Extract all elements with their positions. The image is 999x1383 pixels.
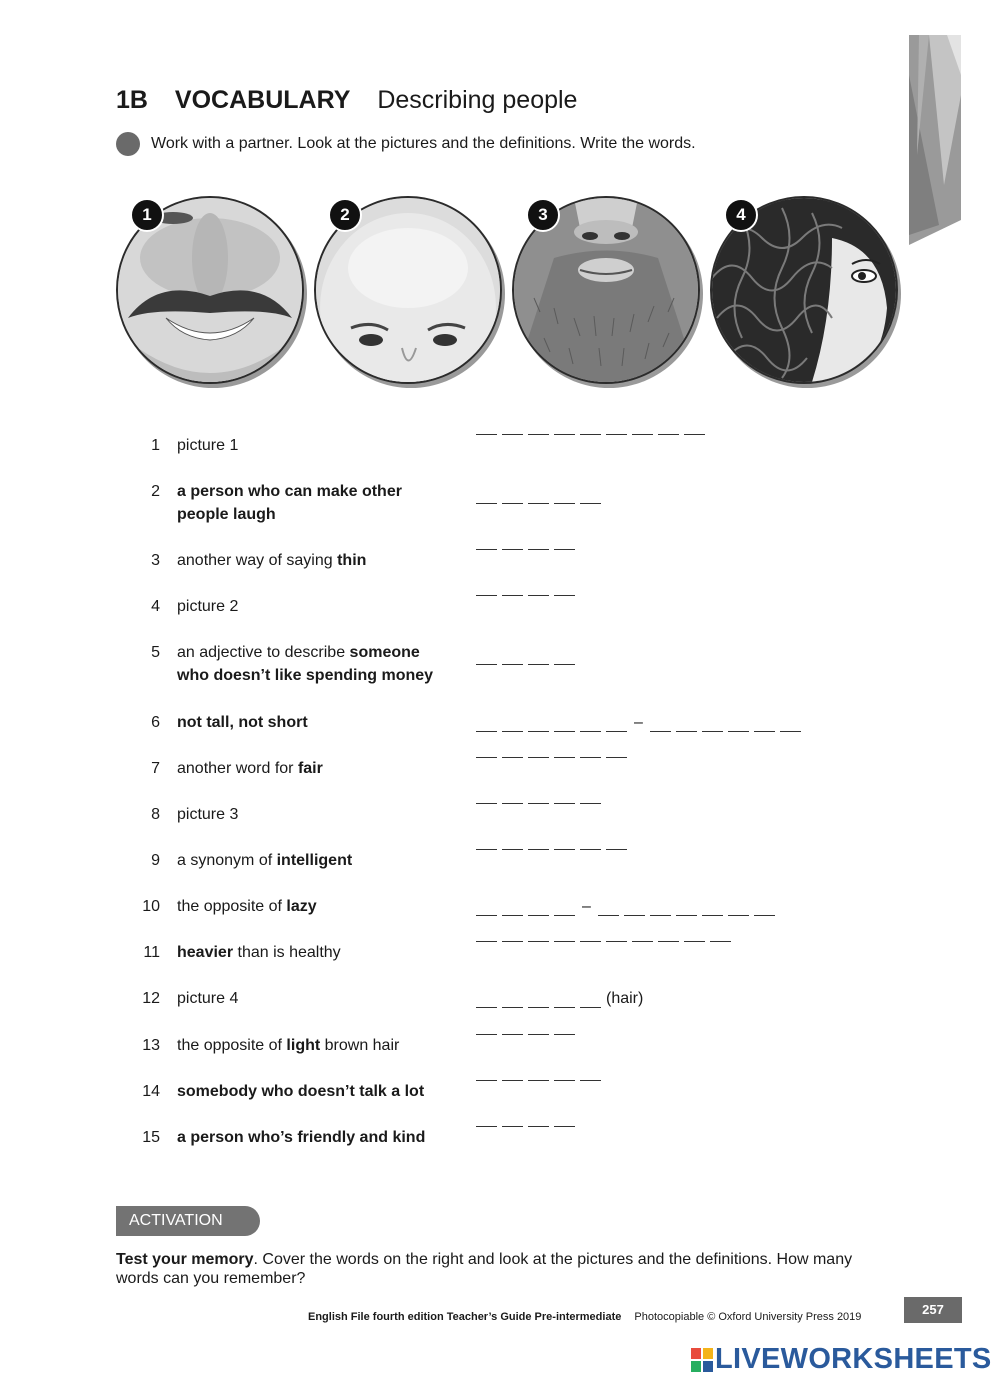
answer-blanks[interactable] [476, 1080, 606, 1083]
answer-blanks[interactable] [476, 549, 580, 552]
letter-blank[interactable] [580, 803, 601, 804]
question-fragment: an adjective to describe [177, 644, 350, 661]
letter-blank[interactable] [528, 1080, 549, 1081]
letter-blank[interactable] [502, 803, 523, 804]
question-fragment: picture 4 [177, 990, 239, 1007]
unit-label: 1B [116, 86, 148, 114]
letter-blank[interactable] [658, 434, 679, 435]
answer-blanks[interactable] [476, 895, 780, 918]
question-fragment: a synonym of [177, 852, 277, 869]
letter-blank[interactable] [528, 1034, 549, 1035]
question-fragment: picture 2 [177, 598, 239, 615]
footer-book-title: English File fourth edition Teacher’s Guide Pre-intermediate [308, 1311, 622, 1323]
letter-blank[interactable] [728, 731, 749, 732]
letter-blank[interactable] [502, 595, 523, 596]
letter-blank[interactable] [684, 434, 705, 435]
letter-blank[interactable] [554, 849, 575, 850]
question-number: 9 [151, 852, 160, 869]
instruction-text: Work with a partner. Look at the pictures and the definitions. Write the words. [151, 135, 696, 152]
picture-number-badge: 1 [130, 198, 164, 232]
liveworksheets-logo-icon [691, 1348, 713, 1372]
letter-blank[interactable] [476, 503, 497, 504]
question-text [177, 803, 467, 826]
letter-blank[interactable] [676, 731, 697, 732]
letter-blank[interactable] [554, 549, 575, 550]
letter-blank[interactable] [580, 757, 601, 758]
letter-blank[interactable] [632, 434, 653, 435]
letter-blank[interactable] [780, 731, 801, 732]
letter-blank[interactable] [702, 731, 723, 732]
question-keyword: light [286, 1037, 321, 1054]
letter-blank[interactable] [476, 731, 497, 732]
letter-blank[interactable] [476, 803, 497, 804]
question-fragment: the opposite of [177, 898, 287, 915]
letter-blank[interactable] [502, 434, 523, 435]
question-keyword: a person who can make other people laugh [177, 483, 402, 523]
question-keyword: a person who’s friendly and kind [177, 1129, 426, 1146]
letter-blank[interactable] [606, 849, 627, 850]
letter-blank[interactable] [598, 915, 619, 916]
answer-blanks[interactable] [476, 1034, 580, 1037]
question-fragment: brown hair [320, 1037, 400, 1054]
question-fragment: another word for [177, 760, 298, 777]
letter-blank[interactable] [650, 731, 671, 732]
question-keyword: fair [297, 760, 323, 777]
letter-blank[interactable] [554, 941, 575, 942]
question-number: 2 [151, 483, 160, 500]
bullet-icon [116, 132, 140, 156]
question-keyword: someone who doesn’t like spending money [177, 644, 434, 684]
picture-number-badge: 2 [328, 198, 362, 232]
letter-blank[interactable] [554, 503, 575, 504]
question-keyword: heavier [177, 944, 234, 961]
letter-blank[interactable] [580, 941, 601, 942]
activation-bold: Test your memory [116, 1251, 254, 1268]
question-text [177, 987, 467, 1010]
section-label: VOCABULARY [174, 86, 351, 114]
footer-copyright: Photocopiable © Oxford University Press 2019 [634, 1311, 862, 1323]
letter-blank[interactable] [502, 664, 523, 665]
question-number: 11 [143, 944, 160, 961]
letter-blank[interactable] [658, 941, 679, 942]
letter-blank[interactable] [528, 915, 549, 916]
letter-blank[interactable] [554, 595, 575, 596]
answer-blanks[interactable] [476, 1126, 580, 1129]
question-fragment: than is healthy [233, 944, 341, 961]
letter-blank[interactable] [528, 503, 549, 504]
letter-blank[interactable] [580, 1080, 601, 1081]
letter-blank[interactable] [528, 849, 549, 850]
answer-blanks[interactable] [476, 757, 632, 760]
question-fragment: the opposite of [177, 1037, 287, 1054]
letter-blank[interactable] [606, 757, 627, 758]
letter-blank[interactable] [606, 941, 627, 942]
question-fragment: picture 1 [177, 437, 239, 454]
question-number: 10 [142, 898, 160, 915]
question-text [177, 895, 467, 918]
letter-blank[interactable] [554, 664, 575, 665]
letter-blank[interactable] [502, 1126, 523, 1127]
question-text [177, 1126, 467, 1149]
activation-text [116, 1250, 876, 1288]
question-text [177, 641, 452, 687]
letter-blank[interactable] [554, 731, 575, 732]
answer-blanks[interactable] [476, 595, 580, 598]
letter-blank[interactable] [476, 549, 497, 550]
letter-blank[interactable] [676, 915, 697, 916]
question-keyword: intelligent [276, 852, 353, 869]
liveworksheets-brand[interactable] [691, 1343, 992, 1376]
letter-blank[interactable] [502, 503, 523, 504]
question-keyword: somebody who doesn’t talk a lot [177, 1083, 425, 1100]
question-fragment: picture 3 [177, 806, 239, 823]
letter-blank[interactable] [502, 757, 523, 758]
question-number: 6 [151, 714, 160, 731]
letter-blank[interactable] [502, 1080, 523, 1081]
picture-1 [116, 196, 304, 384]
letter-blank[interactable] [580, 434, 601, 435]
letter-blank[interactable] [528, 757, 549, 758]
letter-blank[interactable] [528, 549, 549, 550]
letter-blank[interactable] [554, 803, 575, 804]
letter-blank[interactable] [528, 664, 549, 665]
question-number: 3 [151, 552, 160, 569]
page-number: 257 [904, 1297, 962, 1323]
letter-blank[interactable] [710, 941, 731, 942]
question-text [177, 757, 467, 780]
question-fragment: another way of saying [177, 552, 338, 569]
question-text [177, 480, 417, 526]
letter-blank[interactable] [624, 915, 645, 916]
letter-blank[interactable] [528, 595, 549, 596]
letter-blank[interactable] [684, 941, 705, 942]
picture-number-badge: 3 [526, 198, 560, 232]
letter-blank[interactable] [554, 915, 575, 916]
answer-blanks[interactable] [476, 664, 580, 667]
letter-blank[interactable] [528, 434, 549, 435]
answer-suffix: (hair) [606, 990, 644, 1007]
letter-blank[interactable] [754, 915, 775, 916]
letter-blank[interactable] [528, 803, 549, 804]
question-number: 7 [151, 760, 160, 777]
question-text [177, 849, 467, 872]
picture-2 [314, 196, 502, 384]
letter-blank[interactable] [502, 941, 523, 942]
footer [308, 1311, 861, 1323]
letter-blank[interactable] [554, 1126, 575, 1127]
question-text [177, 1080, 467, 1103]
question-number: 4 [151, 598, 160, 615]
answer-blanks[interactable] [476, 803, 606, 806]
picture-number-badge: 4 [724, 198, 758, 232]
letter-blank[interactable] [502, 731, 523, 732]
question-text [177, 711, 467, 734]
letter-blank[interactable] [502, 549, 523, 550]
brand-name: LIVEWORKSHEETS [715, 1343, 992, 1375]
letter-blank[interactable] [606, 731, 627, 732]
letter-blank[interactable] [502, 1034, 523, 1035]
letter-blank[interactable] [502, 1007, 523, 1008]
letter-blank[interactable] [554, 1007, 575, 1008]
letter-blank[interactable] [580, 1007, 601, 1008]
page-title [116, 84, 577, 116]
picture-3 [512, 196, 700, 384]
letter-blank[interactable] [476, 664, 497, 665]
question-text [177, 434, 467, 457]
letter-blank[interactable] [476, 849, 497, 850]
letter-blank[interactable] [476, 1007, 497, 1008]
letter-blank[interactable] [476, 1126, 497, 1127]
answer-blanks[interactable] [476, 434, 710, 437]
letter-blank[interactable] [554, 757, 575, 758]
answer-blanks[interactable] [476, 941, 736, 944]
letter-blank[interactable] [476, 941, 497, 942]
question-number: 15 [142, 1129, 160, 1146]
letter-blank[interactable] [476, 757, 497, 758]
letter-blank[interactable] [702, 915, 723, 916]
question-keyword: lazy [286, 898, 317, 915]
letter-blank[interactable] [580, 503, 601, 504]
question-number: 14 [142, 1083, 160, 1100]
letter-blank[interactable] [528, 1007, 549, 1008]
letter-blank[interactable] [476, 1034, 497, 1035]
answer-blanks[interactable] [476, 987, 643, 1010]
activation-label: ACTIVATION [116, 1206, 260, 1236]
hyphen-separator: – [582, 898, 591, 915]
section-subtitle: Describing people [377, 86, 578, 114]
letter-blank[interactable] [580, 849, 601, 850]
question-keyword: thin [337, 552, 367, 569]
letter-blank[interactable] [476, 1080, 497, 1081]
question-number: 13 [142, 1037, 160, 1054]
letter-blank[interactable] [650, 915, 671, 916]
question-text [177, 1034, 467, 1057]
letter-blank[interactable] [632, 941, 653, 942]
corner-decoration [909, 35, 963, 245]
letter-blank[interactable] [606, 434, 627, 435]
letter-blank[interactable] [754, 731, 775, 732]
answer-blanks[interactable] [476, 503, 606, 506]
question-number: 12 [142, 990, 160, 1007]
letter-blank[interactable] [554, 434, 575, 435]
letter-blank[interactable] [502, 849, 523, 850]
letter-blank[interactable] [528, 731, 549, 732]
answer-blanks[interactable] [476, 849, 632, 852]
letter-blank[interactable] [502, 915, 523, 916]
hyphen-separator: – [634, 714, 643, 731]
letter-blank[interactable] [728, 915, 749, 916]
question-number: 8 [151, 806, 160, 823]
answer-blanks[interactable] [476, 711, 806, 734]
question-number: 5 [151, 644, 160, 661]
letter-blank[interactable] [554, 1034, 575, 1035]
letter-blank[interactable] [476, 434, 497, 435]
question-text [177, 595, 467, 618]
letter-blank[interactable] [528, 941, 549, 942]
question-keyword: not tall, not short [177, 714, 308, 731]
letter-blank[interactable] [580, 731, 601, 732]
question-number: 1 [151, 437, 160, 454]
letter-blank[interactable] [528, 1126, 549, 1127]
instruction-row [116, 132, 696, 156]
letter-blank[interactable] [476, 595, 497, 596]
letter-blank[interactable] [476, 915, 497, 916]
letter-blank[interactable] [554, 1080, 575, 1081]
question-text [177, 549, 467, 572]
activation-body: . Cover the words on the right and look at the pictures and the definitions. How many words can you remember? [116, 1251, 853, 1287]
question-text [177, 941, 467, 964]
picture-4 [710, 196, 898, 384]
